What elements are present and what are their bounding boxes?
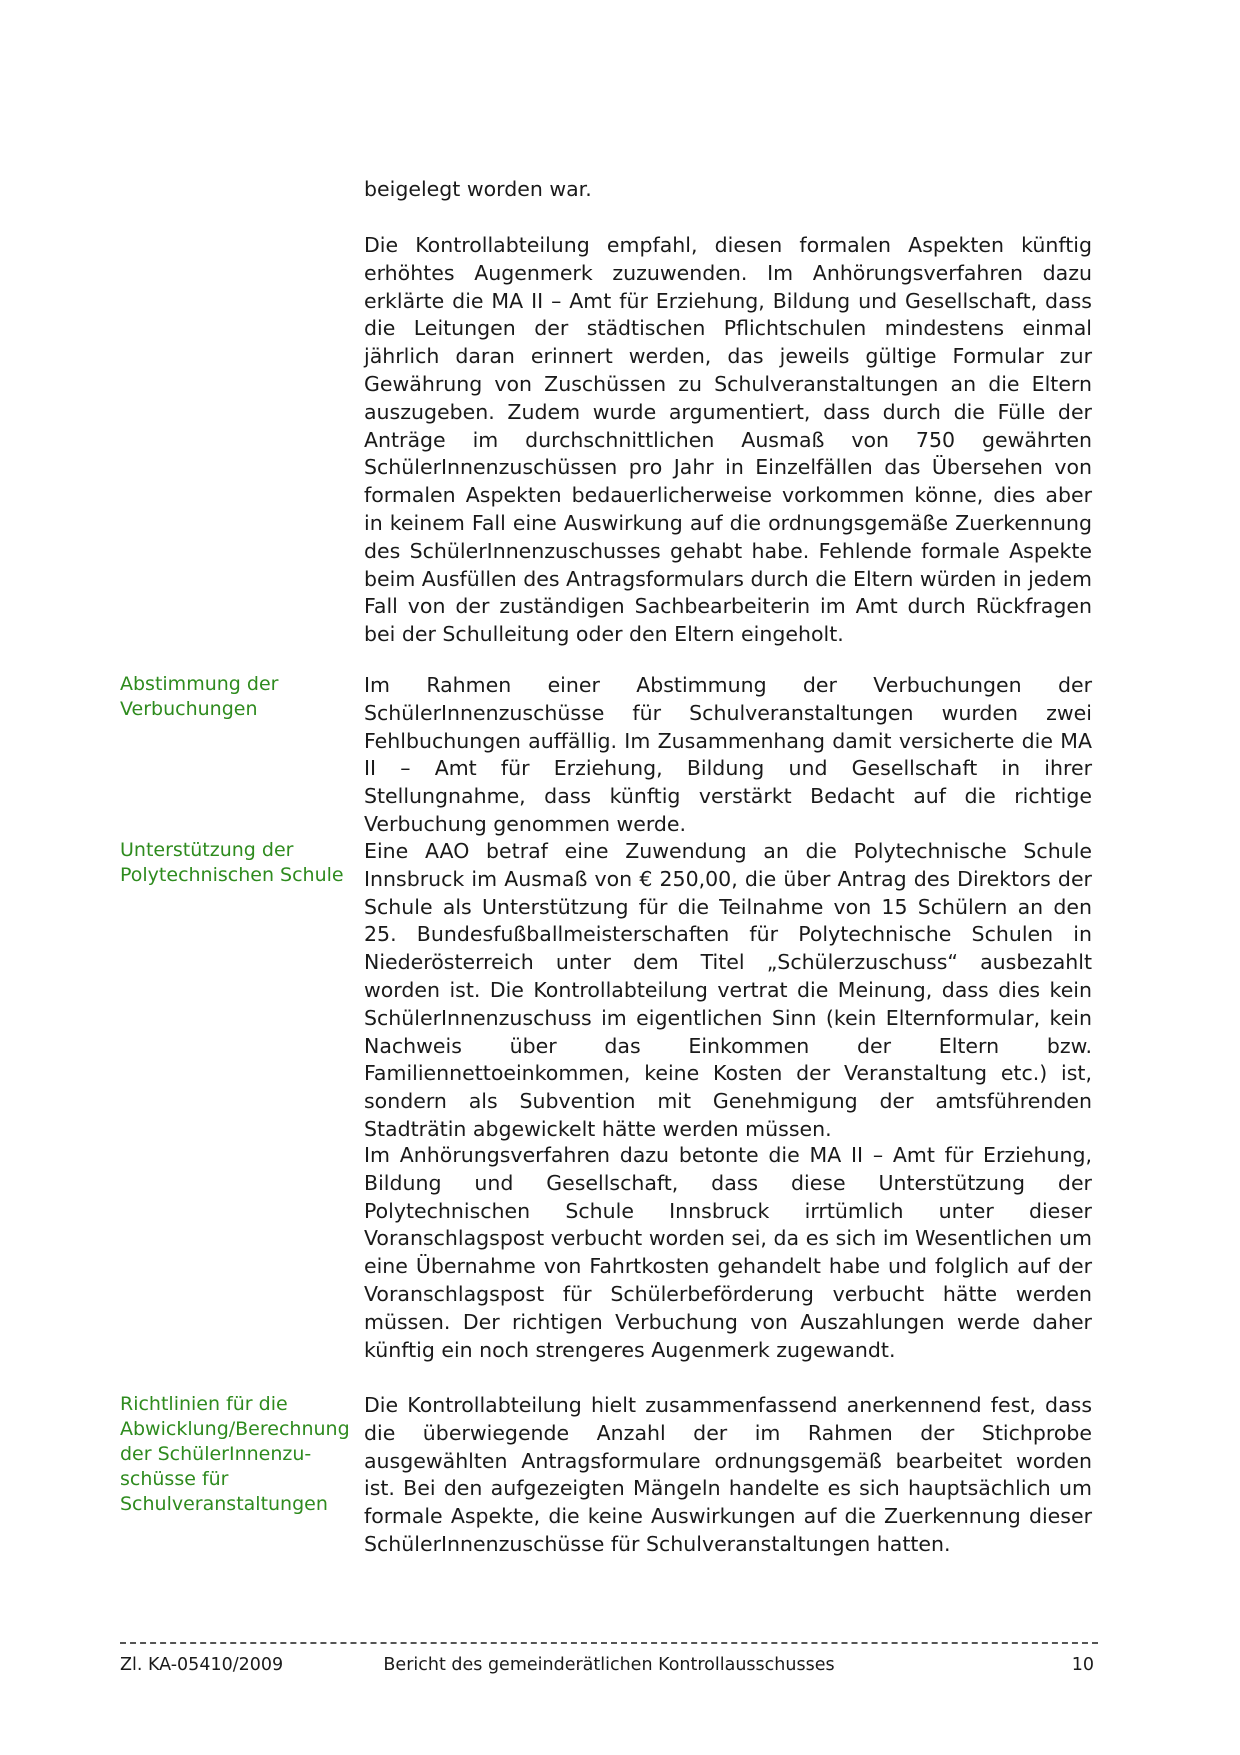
paragraph-recommendation: Die Kontrollabteilung empfahl, diesen formalen Aspekten künftig erhöhtes Augenmerk zuzuwenden. Im Anhörungsverfahren dazu erklärte die MA II – Amt für Erziehung, Bildung und Gesellschaft, dass die Leitungen der städtischen Pflichtschulen mindestens einmal jährlich daran erinnert werden, das jeweils gültige Formular zur Gewährung von Zuschüssen zu Schulveranstaltungen an die Eltern auszugeben. Zudem wurde argumentiert, dass durch die Fülle der Anträge im durchschnittlichen Ausmaß von 750 gewährten SchülerInnenzuschüssen pro Jahr in Einzelfällen das Übersehen von formalen Aspekten bedauerlicherweise vorkommen könne, dies aber in keinem Fall eine Auswirkung auf die ordnungsgemäße Zuerkennung des SchülerInnenzuschusses gehabt habe. Fehlende formale Aspekte beim Ausfüllen des Antragsformulars durch die Eltern würden in jedem Fall von der zuständigen Sachbearbeiterin im Amt durch Rückfragen bei der Schulleitung oder den Eltern eingeholt. <box>364 233 1093 647</box>
footer-title: Bericht des gemeinderätlichen Kontrollausschusses <box>383 1655 835 1675</box>
footer-page-number: 10 <box>1071 1655 1094 1675</box>
paragraph-abstimmung: Im Rahmen einer Abstimmung der Verbuchungen der SchülerInnenzuschüsse für Schulveranstaltungen wurden zwei Fehlbuchungen auffällig. Im Zusammenhang damit versicherte die MA II – Amt für Erziehung, Bildung und Gesellschaft in ihrer Stellungnahme, dass künftig verstärkt Bedacht auf die richtige Verbuchung genommen werde. <box>364 673 1092 836</box>
margin-note-abstimmung: Abstimmung der Verbuchungen <box>120 673 279 720</box>
paragraph-continuation: beigelegt worden war. <box>364 177 592 201</box>
margin-note-polytechnische-schule: Unterstützung der Polytechnischen Schule <box>120 839 344 886</box>
margin-note-richtlinien: Richtlinien für die Abwicklung/Berechnung der SchülerInnenzu- schüsse für Schulveranstaltungen <box>120 1393 350 1515</box>
paragraph-polytechnische-schule: Eine AAO betraf eine Zuwendung an die Polytechnische Schule Innsbruck im Ausmaß von € 250,00, die über Antrag des Direktors der Schule als Unterstützung für die Teilnahme von 15 Schülern an den 25. Bundesfußballmeisterschaften für Polytechnische Schulen in Niederösterreich unter dem Titel „Schülerzuschuss“ ausbezahlt worden ist. Die Kontrollabteilung vertrat die Meinung, dass dies kein SchülerInnenzuschuss im eigentlichen Sinn (kein Elternformular, kein Nachweis über das Einkommen der Eltern bzw. Familiennettoeinkommen, keine Kosten der Veranstaltung etc.) ist, sondern als Subvention mit Genehmigung der amtsführenden Stadträtin abgewickelt hätte werden müssen. <box>364 839 1092 1141</box>
footer-divider <box>120 1642 1098 1644</box>
footer-reference: Zl. KA-05410/2009 <box>120 1655 284 1675</box>
paragraph-anhoerungsverfahren: Im Anhörungsverfahren dazu betonte die MA II – Amt für Erziehung, Bildung und Gesellschaft, dass diese Unterstützung der Polytechnischen Schule Innsbruck irrtümlich unter dieser Voranschlagspost verbucht worden sei, da es sich im Wesentlichen um eine Übernahme von Fahrtkosten gehandelt habe und folglich auf der Voranschlagspost für Schülerbeförderung verbucht hätte werden müssen. Der richtigen Verbuchung von Auszahlungen werde daher künftig ein noch strengeres Augenmerk zugewandt. <box>364 1143 1092 1362</box>
page-footer <box>120 1652 1098 1678</box>
paragraph-zusammenfassung: Die Kontrollabteilung hielt zusammenfassend anerkennend fest, dass die überwiegende Anzahl der im Rahmen der Stichprobe ausgewählten Antragsformulare ordnungsgemäß bearbeitet worden ist. Bei den aufgezeigten Mängeln handelte es sich hauptsächlich um formale Aspekte, die keine Auswirkungen auf die Zuerkennung dieser SchülerInnenzuschüsse für Schulveranstaltungen hatten. <box>364 1393 1092 1556</box>
